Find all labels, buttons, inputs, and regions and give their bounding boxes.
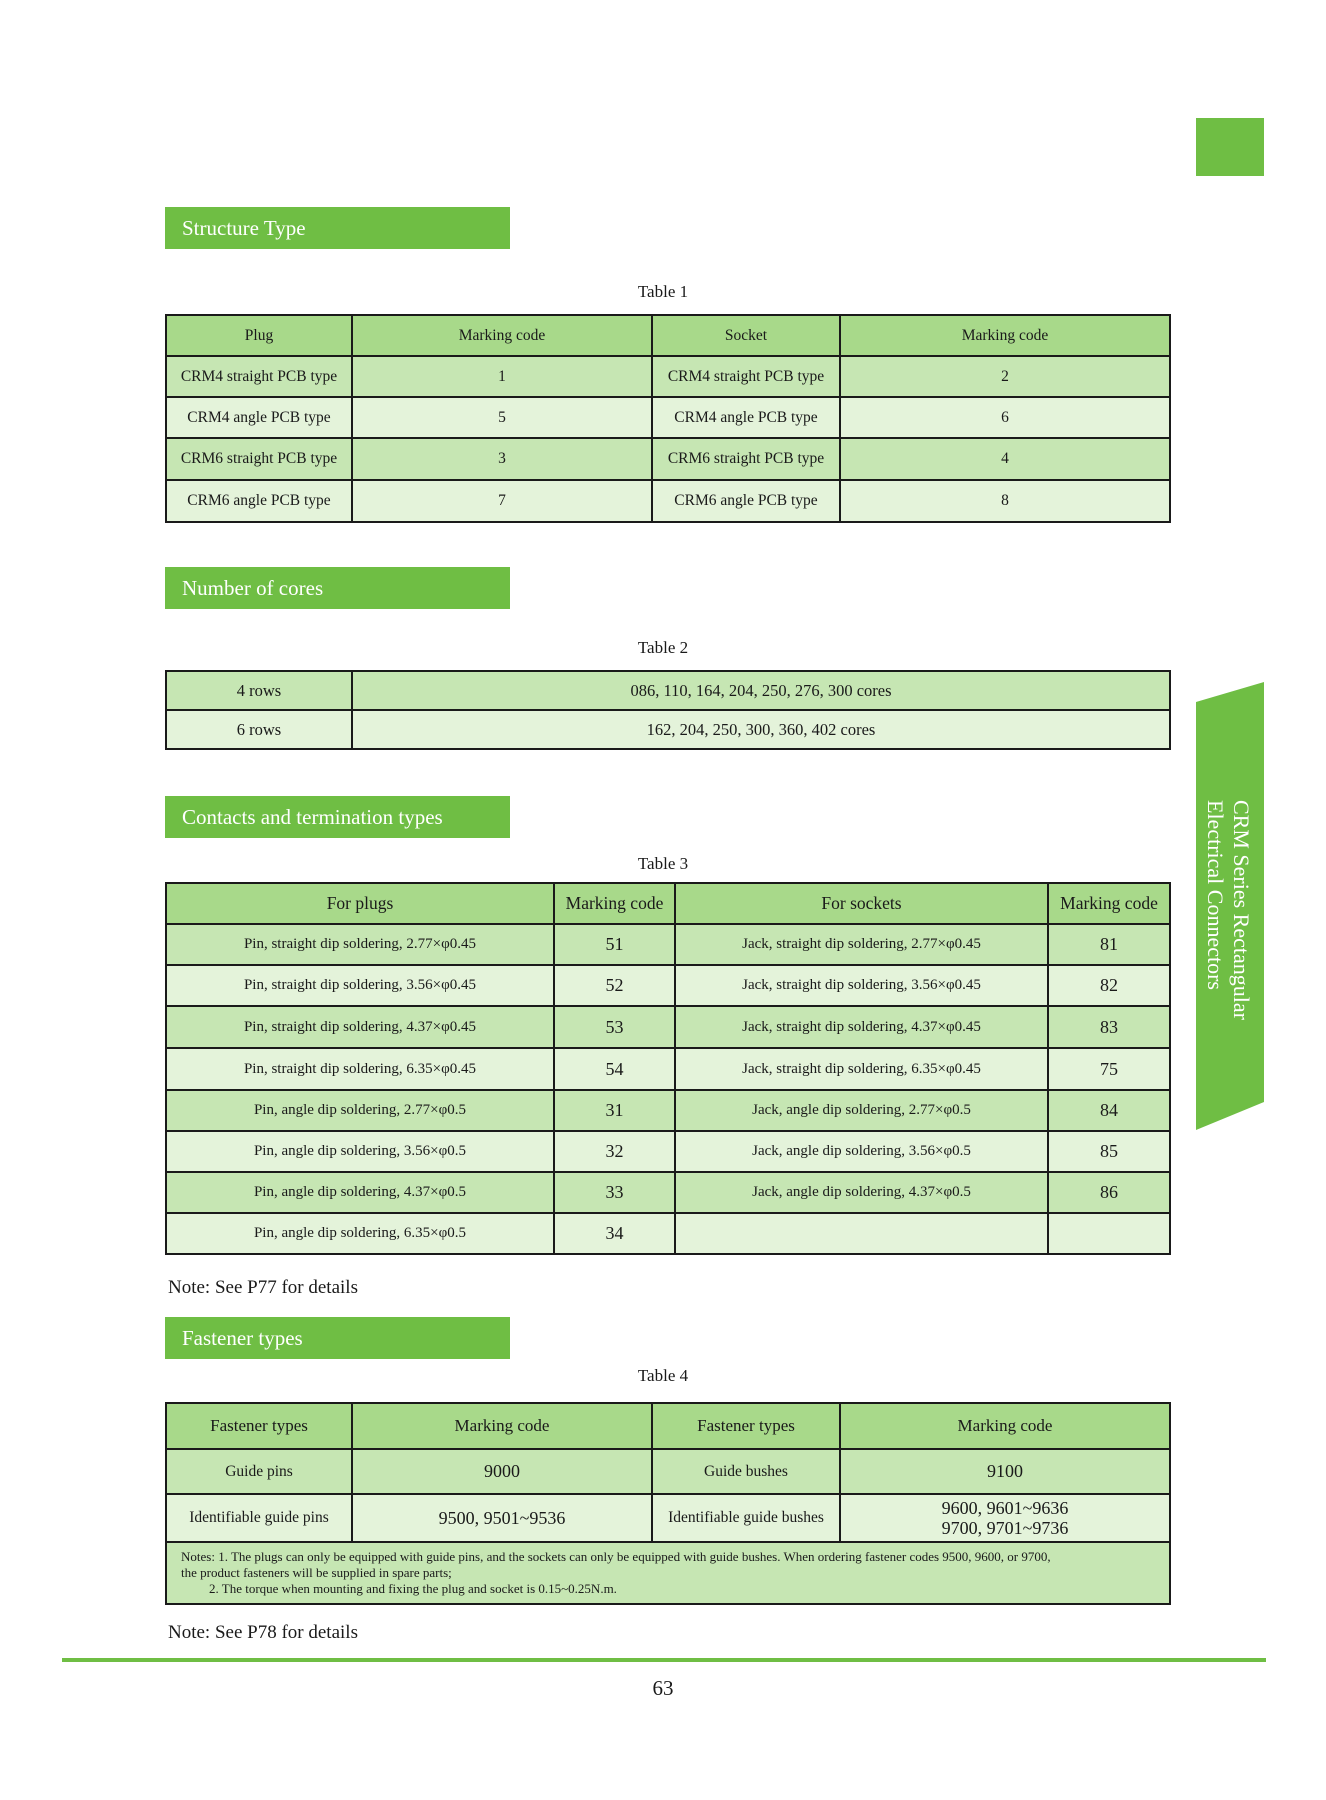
table1-cell: 1 xyxy=(352,356,652,397)
table4-notes xyxy=(166,1542,1170,1604)
table4-header-fastener-types: Fastener types xyxy=(166,1403,352,1449)
table3-cell: Pin, angle dip soldering, 3.56×φ0.5 xyxy=(166,1131,554,1172)
table3-cell: Jack, straight dip soldering, 2.77×φ0.45 xyxy=(675,924,1048,965)
table3-cell: Jack, angle dip soldering, 2.77×φ0.5 xyxy=(675,1090,1048,1131)
table3-cell: Pin, straight dip soldering, 4.37×φ0.45 xyxy=(166,1006,554,1048)
table1-cell: CRM4 angle PCB type xyxy=(652,397,840,438)
table3-cell: Jack, straight dip soldering, 6.35×φ0.45 xyxy=(675,1048,1048,1090)
table4-notes-line2: the product fasteners will be supplied in spare parts; xyxy=(181,1565,452,1580)
table4-cell: 9000 xyxy=(352,1449,652,1494)
table3-cell: Pin, angle dip soldering, 4.37×φ0.5 xyxy=(166,1172,554,1213)
table4-cell: Guide pins xyxy=(166,1449,352,1494)
corner-color-tab xyxy=(1196,118,1264,176)
table1-cell: 5 xyxy=(352,397,652,438)
table-row xyxy=(166,1449,1170,1494)
table-row xyxy=(166,1172,1170,1213)
table1-header-marking-code: Marking code xyxy=(352,315,652,356)
table1-header-row xyxy=(166,315,1170,356)
table1-cell: 7 xyxy=(352,480,652,522)
table3-cell: Pin, straight dip soldering, 3.56×φ0.45 xyxy=(166,965,554,1006)
table4-header-row xyxy=(166,1403,1170,1449)
table4-code-line2: 9700, 9701~9736 xyxy=(941,1518,1069,1538)
side-chapter-title xyxy=(1202,800,1254,1040)
table4-cell: Identifiable guide pins xyxy=(166,1494,352,1542)
table3-cell: 53 xyxy=(554,1006,675,1048)
table3-header-for-plugs: For plugs xyxy=(166,883,554,924)
table-row xyxy=(166,1213,1170,1254)
table1-cell: CRM6 angle PCB type xyxy=(652,480,840,522)
section-header-contacts: Contacts and termination types xyxy=(165,796,510,838)
table3-cell xyxy=(1048,1213,1170,1254)
table3-cell: 86 xyxy=(1048,1172,1170,1213)
table-row xyxy=(166,1048,1170,1090)
table4-note: Note: See P78 for details xyxy=(168,1622,358,1643)
table3-header-for-sockets: For sockets xyxy=(675,883,1048,924)
table2-cell: 086, 110, 164, 204, 250, 276, 300 cores xyxy=(352,671,1170,710)
table-row xyxy=(166,710,1170,749)
table4-header-marking-code-2: Marking code xyxy=(840,1403,1170,1449)
table-contacts-termination xyxy=(165,882,1171,1255)
table3-caption: Table 3 xyxy=(637,854,689,873)
table3-cell: Jack, straight dip soldering, 3.56×φ0.45 xyxy=(675,965,1048,1006)
table1-cell: CRM4 straight PCB type xyxy=(652,356,840,397)
table3-cell: Jack, angle dip soldering, 4.37×φ0.5 xyxy=(675,1172,1048,1213)
table1-cell: CRM6 straight PCB type xyxy=(652,438,840,480)
table3-header-marking-code: Marking code xyxy=(554,883,675,924)
table1-cell: 8 xyxy=(840,480,1170,522)
table-number-of-cores xyxy=(165,670,1171,750)
table2-cell: 6 rows xyxy=(166,710,352,749)
table4-header-marking-code: Marking code xyxy=(352,1403,652,1449)
table-row xyxy=(166,671,1170,710)
table3-cell: Pin, straight dip soldering, 6.35×φ0.45 xyxy=(166,1048,554,1090)
page-number: 63 xyxy=(652,1676,674,1700)
table1-cell: 2 xyxy=(840,356,1170,397)
table3-cell: 34 xyxy=(554,1213,675,1254)
table1-header-plug: Plug xyxy=(166,315,352,356)
table3-note: Note: See P77 for details xyxy=(168,1277,358,1298)
table2-caption: Table 2 xyxy=(637,638,689,657)
table3-cell: 84 xyxy=(1048,1090,1170,1131)
table4-cell: Guide bushes xyxy=(652,1449,840,1494)
table4-header-fastener-types-2: Fastener types xyxy=(652,1403,840,1449)
table-row xyxy=(166,397,1170,438)
table3-header-marking-code-2: Marking code xyxy=(1048,883,1170,924)
table1-cell: 3 xyxy=(352,438,652,480)
table1-cell: 4 xyxy=(840,438,1170,480)
table-structure-type xyxy=(165,314,1171,523)
section-header-fasteners: Fastener types xyxy=(165,1317,510,1359)
table3-cell: 33 xyxy=(554,1172,675,1213)
table1-cell: CRM4 angle PCB type xyxy=(166,397,352,438)
table-row xyxy=(166,1131,1170,1172)
table4-caption: Table 4 xyxy=(637,1366,689,1385)
table1-cell: 6 xyxy=(840,397,1170,438)
table-row xyxy=(166,356,1170,397)
table4-code-line1: 9600, 9601~9636 xyxy=(941,1498,1069,1518)
table3-cell: 31 xyxy=(554,1090,675,1131)
table4-notes-row xyxy=(166,1542,1170,1604)
table1-header-socket: Socket xyxy=(652,315,840,356)
table4-notes-line3: 2. The torque when mounting and fixing the plug and socket is 0.15~0.25N.m. xyxy=(209,1581,617,1596)
table3-cell: Jack, straight dip soldering, 4.37×φ0.45 xyxy=(675,1006,1048,1048)
table1-cell: CRM4 straight PCB type xyxy=(166,356,352,397)
table4-cell-codes xyxy=(840,1494,1170,1542)
table4-cell: 9100 xyxy=(840,1449,1170,1494)
section-header-structure: Structure Type xyxy=(165,207,510,249)
table-row xyxy=(166,965,1170,1006)
table3-header-row xyxy=(166,883,1170,924)
table3-cell: Jack, angle dip soldering, 3.56×φ0.5 xyxy=(675,1131,1048,1172)
table-row xyxy=(166,438,1170,480)
table-row xyxy=(166,1494,1170,1542)
side-title-line2: Electrical Connectors xyxy=(1203,800,1228,990)
table3-cell: Pin, angle dip soldering, 6.35×φ0.5 xyxy=(166,1213,554,1254)
table3-cell: 85 xyxy=(1048,1131,1170,1172)
table3-cell: 32 xyxy=(554,1131,675,1172)
table1-caption: Table 1 xyxy=(637,282,689,301)
table3-cell: 75 xyxy=(1048,1048,1170,1090)
table3-cell: Pin, straight dip soldering, 2.77×φ0.45 xyxy=(166,924,554,965)
table2-cell: 4 rows xyxy=(166,671,352,710)
table3-cell: 82 xyxy=(1048,965,1170,1006)
table4-cell: Identifiable guide bushes xyxy=(652,1494,840,1542)
table1-cell: CRM6 straight PCB type xyxy=(166,438,352,480)
table2-cell: 162, 204, 250, 300, 360, 402 cores xyxy=(352,710,1170,749)
table3-cell: 81 xyxy=(1048,924,1170,965)
table4-notes-line1: Notes: 1. The plugs can only be equipped with guide pins, and the sockets can only be equipped with guide bushes. When ordering fastener codes 9500, 9600, or 9700, xyxy=(181,1549,1051,1564)
table3-cell: 54 xyxy=(554,1048,675,1090)
table3-cell xyxy=(675,1213,1048,1254)
table4-cell: 9500, 9501~9536 xyxy=(352,1494,652,1542)
table1-cell: CRM6 angle PCB type xyxy=(166,480,352,522)
table1-header-marking-code-2: Marking code xyxy=(840,315,1170,356)
table-row xyxy=(166,924,1170,965)
footer-divider xyxy=(62,1658,1266,1662)
section-header-cores: Number of cores xyxy=(165,567,510,609)
table3-cell: 51 xyxy=(554,924,675,965)
side-title-line1: CRM Series Rectangular xyxy=(1229,800,1254,1020)
table-fastener-types xyxy=(165,1402,1171,1605)
table3-cell: 83 xyxy=(1048,1006,1170,1048)
table3-cell: Pin, angle dip soldering, 2.77×φ0.5 xyxy=(166,1090,554,1131)
table3-cell: 52 xyxy=(554,965,675,1006)
table-row xyxy=(166,1090,1170,1131)
table-row xyxy=(166,1006,1170,1048)
table-row xyxy=(166,480,1170,522)
